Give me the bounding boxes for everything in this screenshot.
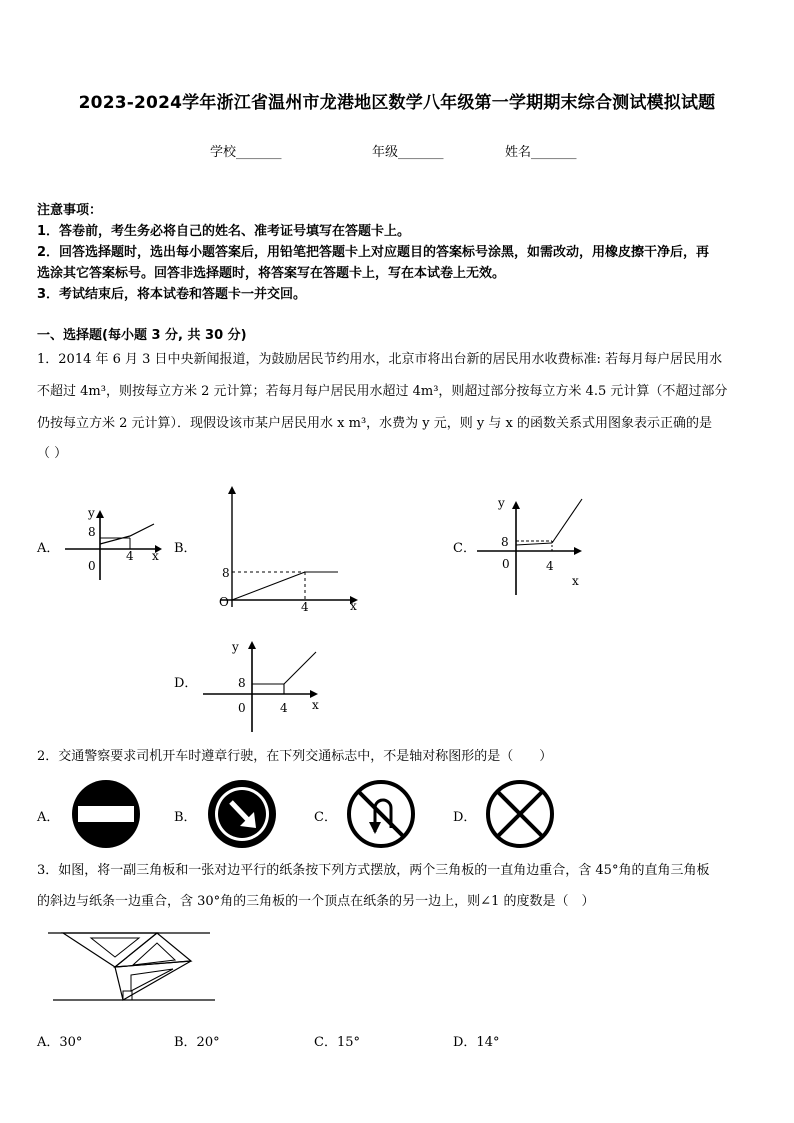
q3-option-b: B．20° — [174, 1035, 220, 1050]
value-4-label: 4 — [546, 559, 554, 573]
q3-option-d: D．14° — [453, 1035, 500, 1050]
notice-item-2-cont: 选涂其它答案标号。回答非选择题时，将答案写在答题卡上，写在本试卷上无效。 — [37, 266, 506, 281]
x-axis-label: x — [350, 599, 357, 612]
notice-heading: 注意事项： — [37, 203, 103, 218]
notice-item-3: 3．考试结束后，将本试卷和答题卡一并交回。 — [37, 287, 307, 302]
q1-option-a-label: A． — [37, 541, 60, 556]
q2-option-b-label: B． — [174, 810, 197, 825]
x-axis-label: x — [312, 698, 319, 712]
name-field: 姓名_______ — [505, 145, 577, 160]
notice-item-1: 1．答卷前，考生务必将自己的姓名、准考证号填写在答题卡上。 — [37, 224, 411, 239]
value-4-label: 4 — [126, 549, 134, 563]
value-8-label: 8 — [501, 535, 509, 549]
q1-line-3: 仍按每立方米 2 元计算）．现假设该市某户居民用水 x m³，水费为 y 元，则 y 与 x 的函数关系式用图象表示正确的是 — [37, 416, 712, 431]
value-8-label: 8 — [222, 566, 230, 580]
y-axis-label: y — [232, 640, 239, 654]
q1-line-4: （ ） — [37, 446, 68, 461]
x-axis-label: x — [152, 549, 159, 563]
q3-line-1: 3．如图，将一副三角板和一张对边平行的纸条按下列方式摆放，两个三角板的一直角边重合，含 45°角的直角三角板 — [37, 863, 710, 878]
q1-graph-c — [474, 495, 594, 600]
q1-option-c-label: C． — [453, 541, 476, 556]
page-title: 2023-2024学年浙江省温州市龙港地区数学八年级第一学期期末综合测试模拟试题 — [78, 93, 716, 113]
q2-option-a-label: A． — [37, 810, 60, 825]
value-8-label: 8 — [238, 676, 246, 690]
q2-option-c-label: C． — [314, 810, 337, 825]
origin-label: 0 — [238, 701, 246, 715]
q1-graph-d — [200, 637, 330, 737]
x-axis-label: x — [572, 574, 579, 588]
q3-line-2: 的斜边与纸条一边重合，含 30°角的三角板的一个顶点在纸条的另一边上，则∠1 的度数是（ ） — [37, 894, 595, 909]
q3-option-a: A．30° — [37, 1035, 83, 1050]
section-heading: 一、选择题(每小题 3 分, 共 30 分) — [37, 328, 247, 343]
q2-text: 2．交通警察要求司机开车时遵章行驶，在下列交通标志中，不是轴对称图形的是（ ） — [37, 749, 553, 764]
q3-figure — [45, 925, 220, 1005]
origin-label: O — [219, 595, 229, 609]
q1-line-1: 1．2014 年 6 月 3 日中央新闻报道，为鼓励居民节约用水，北京市将出台新的居民用水收费标准: 若每月每户居民用水 — [37, 352, 723, 367]
no-u-turn-sign-icon — [345, 778, 417, 850]
no-entry-sign-icon — [70, 778, 142, 850]
grade-field: 年级_______ — [372, 145, 444, 160]
q3-option-c: C．15° — [314, 1035, 360, 1050]
q1-line-2: 不超过 4m³，则按每立方米 2 元计算；若每月每户居民用水超过 4m³，则超过部分按每立方米 4.5 元计算（不超过部分 — [37, 384, 728, 399]
y-axis-label: y — [498, 496, 505, 510]
value-4-label: 4 — [280, 701, 288, 715]
q1-graph-b — [210, 482, 365, 612]
q1-option-b-label: B． — [174, 541, 197, 556]
school-field: 学校_______ — [210, 145, 282, 160]
notice-item-2: 2．回答选择题时，选出每小题答案后，用铅笔把答题卡上对应题目的答案标号涂黑，如需改动，用橡皮擦干净后，再 — [37, 245, 710, 260]
origin-label: 0 — [88, 559, 96, 573]
q1-option-d-label: D． — [174, 676, 198, 691]
no-stopping-sign-icon — [484, 778, 556, 850]
q2-option-d-label: D． — [453, 810, 477, 825]
keep-right-arrow-sign-icon — [206, 778, 278, 850]
value-4-label: 4 — [301, 600, 309, 612]
value-8-label: 8 — [88, 525, 96, 539]
y-axis-label: y — [88, 506, 95, 520]
q1-graph-a — [60, 500, 170, 585]
origin-label: 0 — [502, 557, 510, 571]
